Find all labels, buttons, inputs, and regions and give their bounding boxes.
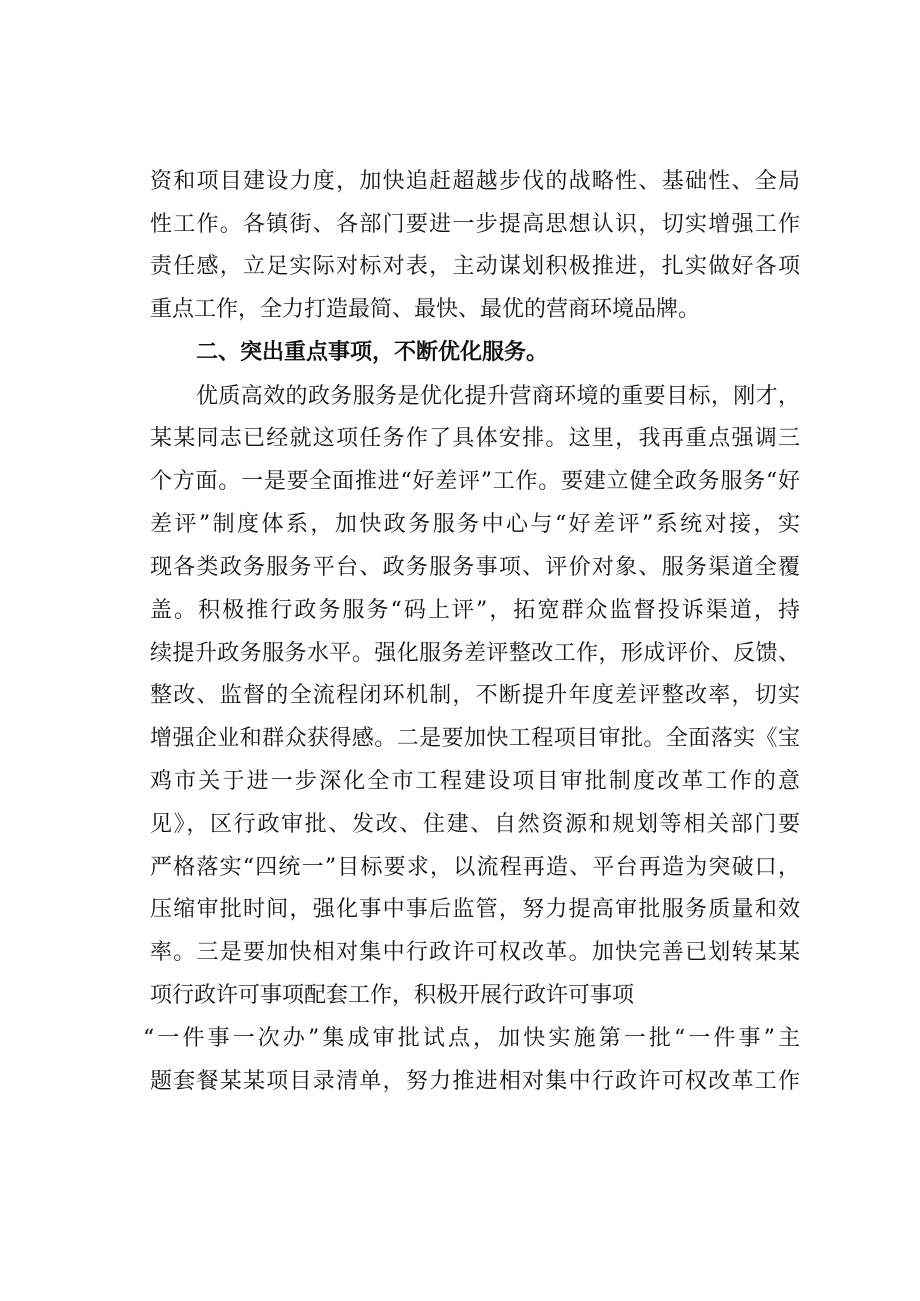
paragraph-line: 性工作。各镇街、各部门要进一步提高思想认识，切实增强工作 [150, 212, 800, 237]
section-heading: 二、突出重点事项，不断优化服务。 [196, 340, 549, 365]
paragraph-line: 差评”制度体系，加快政务服务中心与“好差评”系统对接，实 [150, 512, 800, 537]
paragraph-line: 压缩审批时间，强化事中事后监管，努力提高审批服务质量和效 [150, 897, 800, 922]
paragraph-line: “一件事一次办”集成审批试点，加快实施第一批“一件事”主 [143, 1026, 800, 1051]
paragraph-line: 某某同志已经就这项任务作了具体安排。这里，我再重点强调三 [150, 426, 800, 451]
paragraph-line: 鸡市关于进一步深化全市工程建设项目审批制度改革工作的意 [150, 769, 800, 794]
paragraph-line: 盖。积极推行政务服务“码上评”，拓宽群众监督投诉渠道，持 [150, 598, 800, 623]
paragraph-line: 增强企业和群众获得感。二是要加快工程项目审批。全面落实《宝 [150, 726, 800, 751]
paragraph-line: 优质高效的政务服务是优化提升营商环境的重要目标，刚才， [196, 384, 800, 409]
paragraph-line: 题套餐某某项目录清单，努力推进相对集中行政许可权改革工作 [150, 1069, 800, 1094]
paragraph-line: 项行政许可事项配套工作，积极开展行政许可事项 [150, 983, 635, 1008]
paragraph-line: 重点工作，全力打造最简、最快、最优的营商环境品牌。 [150, 297, 701, 322]
paragraph-line: 个方面。一是要全面推进“好差评”工作。要建立健全政务服务“好 [150, 469, 800, 494]
paragraph-line: 续提升政务服务水平。强化服务差评整改工作，形成评价、反馈、 [150, 641, 800, 666]
paragraph-line: 资和项目建设力度，加快追赶超越步伐的战略性、基础性、全局 [150, 169, 800, 194]
paragraph-line: 整改、监督的全流程闭环机制，不断提升年度差评整改率，切实 [150, 683, 800, 708]
paragraph-line: 见》，区行政审批、发改、住建、自然资源和规划等相关部门要 [150, 812, 800, 837]
paragraph-line: 率。三是要加快相对集中行政许可权改革。加快完善已划转某某 [150, 940, 800, 965]
paragraph-line: 责任感，立足实际对标对表，主动谋划积极推进，扎实做好各项 [150, 254, 800, 279]
paragraph-line: 现各类政务服务平台、政务服务事项、评价对象、服务渠道全覆 [150, 555, 800, 580]
paragraph-line: 严格落实“四统一”目标要求，以流程再造、平台再造为突破口， [150, 855, 800, 880]
